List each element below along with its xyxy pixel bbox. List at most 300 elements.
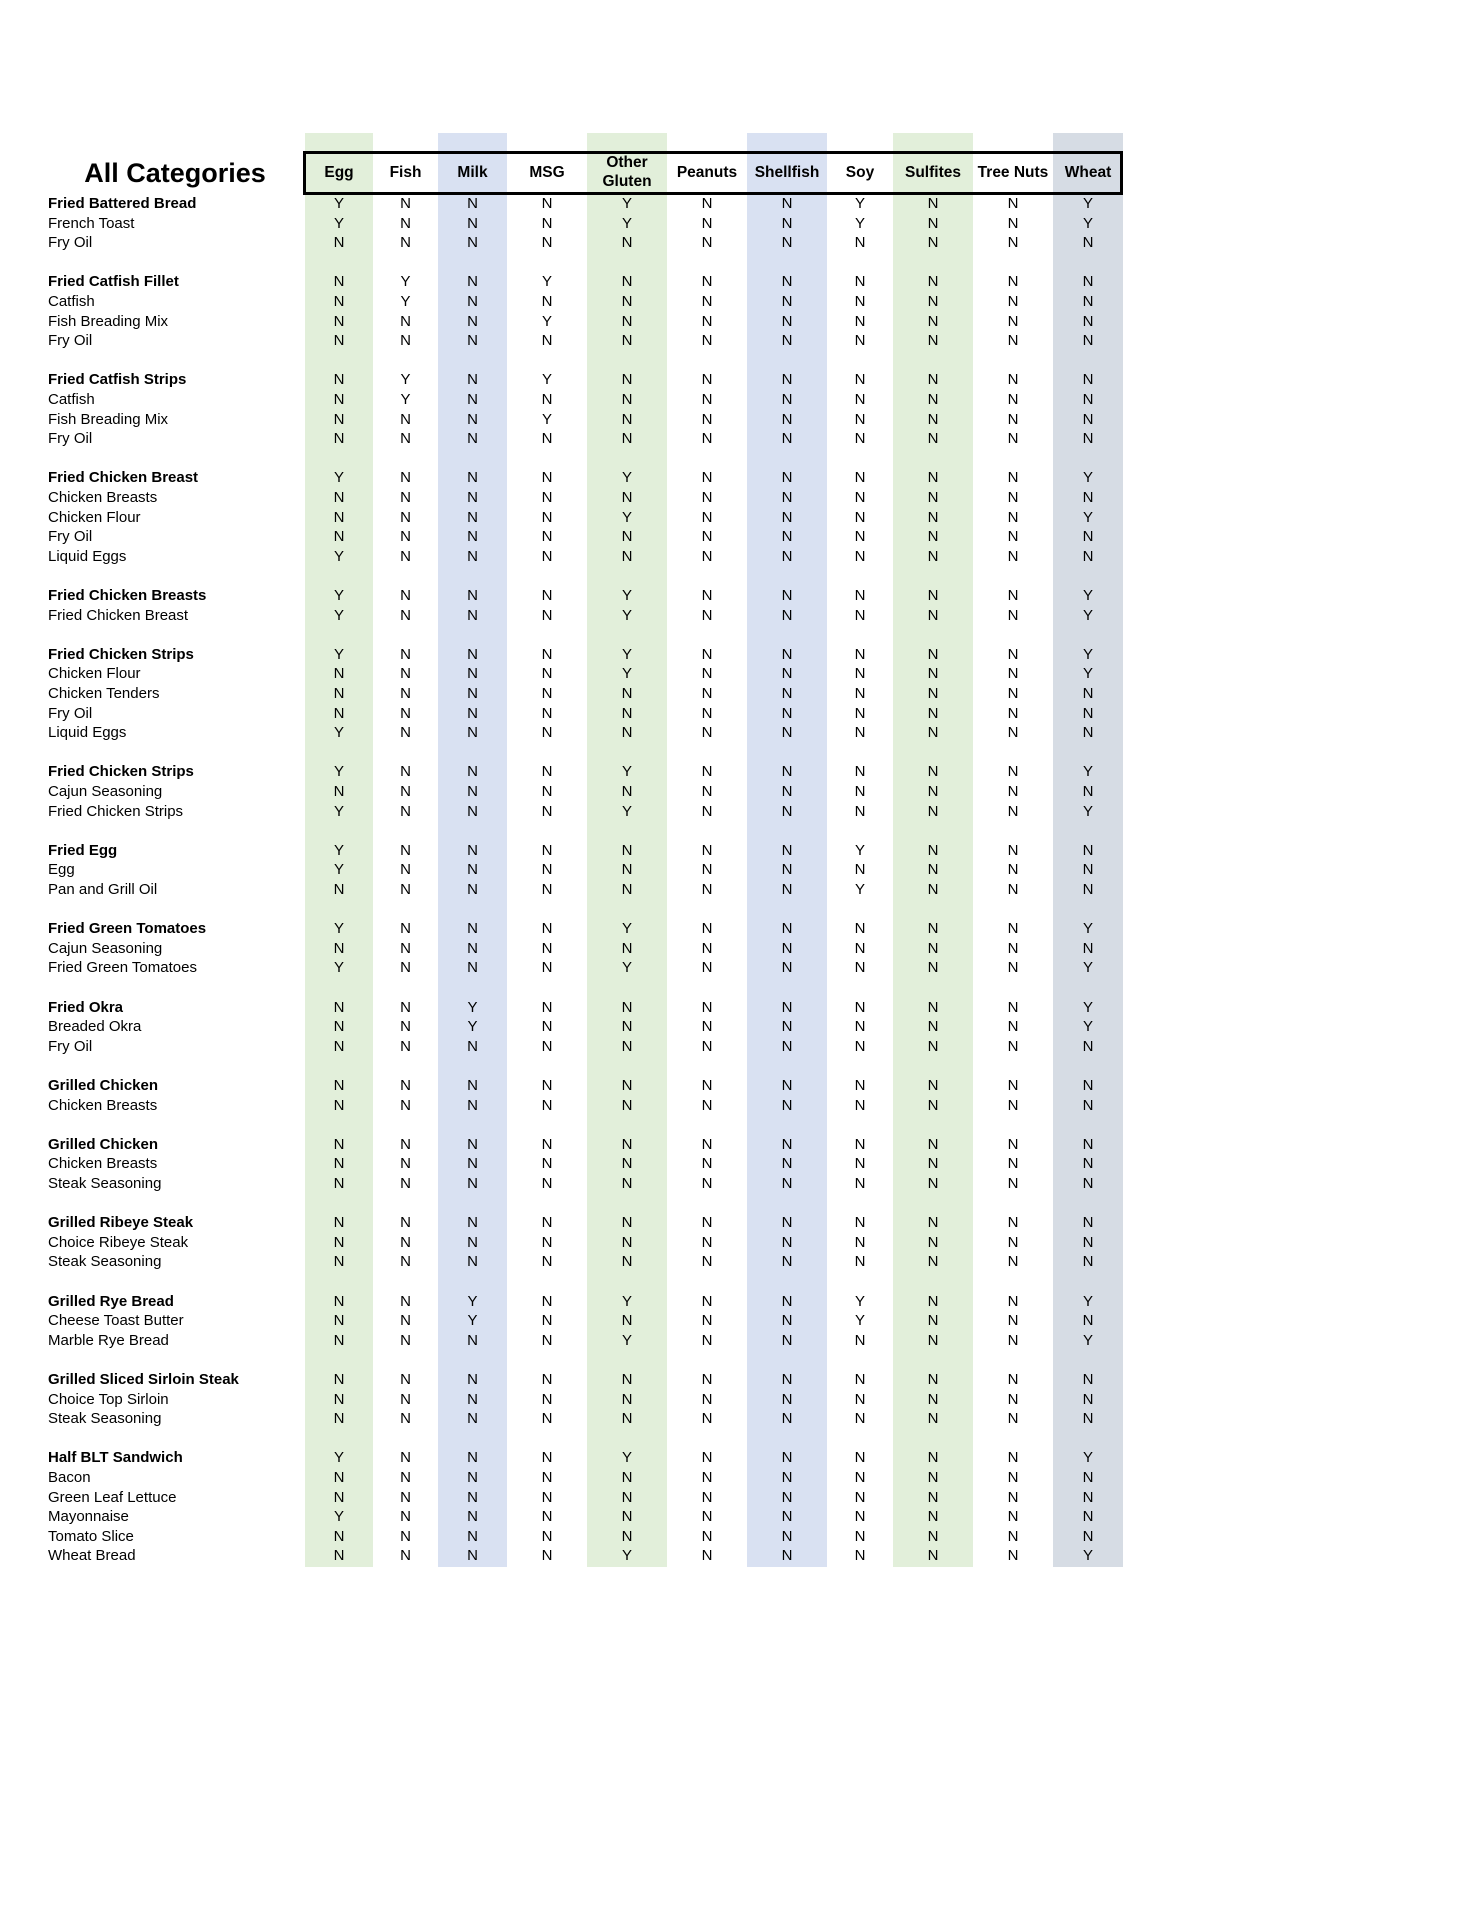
ingredient-row — [0, 1468, 1130, 1488]
cell-msg: N — [541, 606, 553, 624]
cell-fish: Y — [400, 391, 411, 408]
cell-other_gluten: N — [621, 939, 633, 957]
cell-other_gluten: Y — [621, 606, 632, 624]
cell-wheat: N — [1082, 1096, 1094, 1114]
cell-msg: N — [541, 293, 553, 310]
cell-tree_nuts: N — [1007, 273, 1019, 291]
cell-shellfish: N — [781, 293, 793, 310]
cell-milk: N — [467, 665, 478, 683]
dish-row — [0, 1213, 1130, 1233]
cell-other_gluten: N — [621, 841, 633, 859]
cell-wheat: Y — [1082, 802, 1093, 820]
cell-egg: N — [333, 371, 345, 389]
ingredient-name: Chicken Breasts — [48, 489, 158, 506]
cell-sulfites: N — [927, 665, 939, 683]
cell-fish: N — [400, 528, 411, 546]
cell-msg: N — [541, 391, 553, 408]
cell-wheat: Y — [1082, 214, 1093, 232]
cell-milk: N — [467, 1508, 478, 1526]
cell-msg: N — [541, 1037, 553, 1055]
cell-soy: N — [854, 1390, 866, 1408]
cell-sulfites: N — [927, 1469, 939, 1486]
cell-milk: N — [467, 528, 478, 546]
cell-egg: N — [333, 665, 345, 683]
cell-fish: N — [400, 587, 411, 604]
cell-wheat: N — [1082, 841, 1094, 859]
cell-soy: N — [854, 704, 866, 722]
dish-name: Fried Green Tomatoes — [48, 920, 207, 938]
cell-tree_nuts: N — [1007, 1096, 1019, 1114]
dish-name: Grilled Chicken — [48, 1135, 159, 1153]
ingredient-row — [0, 429, 1130, 449]
cell-tree_nuts: N — [1007, 920, 1019, 938]
cell-other_gluten: Y — [621, 214, 632, 232]
ingredient-row — [0, 1527, 1130, 1547]
cell-milk: N — [467, 1390, 478, 1408]
cell-fish: N — [400, 1331, 411, 1349]
cell-msg: N — [541, 489, 553, 506]
cell-msg: N — [541, 508, 553, 526]
cell-soy: N — [854, 547, 866, 565]
cell-fish: N — [400, 881, 411, 898]
cell-wheat: Y — [1082, 606, 1093, 624]
cell-fish: N — [400, 214, 411, 232]
cell-soy: N — [854, 234, 866, 252]
cell-tree_nuts: N — [1007, 1077, 1019, 1094]
cell-tree_nuts: N — [1007, 783, 1019, 800]
cell-wheat: Y — [1082, 1331, 1093, 1349]
cell-wheat: N — [1082, 1037, 1094, 1055]
cell-sulfites: N — [927, 273, 939, 291]
cell-milk: N — [467, 273, 478, 291]
cell-other_gluten: Y — [621, 1547, 632, 1565]
dish-name: Fried Okra — [48, 998, 124, 1016]
cell-egg: N — [333, 1155, 345, 1173]
ingredient-row — [0, 723, 1130, 743]
cell-sulfites: N — [927, 606, 939, 624]
cell-msg: N — [541, 1233, 553, 1251]
dish-name: Grilled Ribeye Steak — [48, 1214, 194, 1232]
cell-egg: N — [333, 234, 345, 252]
cell-other_gluten: N — [621, 332, 633, 350]
cell-tree_nuts: N — [1007, 1233, 1019, 1251]
cell-sulfites: N — [927, 959, 939, 977]
cell-milk: N — [467, 802, 478, 820]
ingredient-row — [0, 547, 1130, 567]
cell-msg: N — [541, 1331, 553, 1349]
ingredient-row — [0, 664, 1130, 684]
ingredient-row — [0, 1154, 1130, 1174]
cell-egg: N — [333, 939, 345, 957]
cell-milk: N — [467, 1077, 478, 1094]
ingredient-row — [0, 958, 1130, 978]
cell-soy: N — [854, 1547, 866, 1565]
cell-msg: N — [541, 704, 553, 722]
cell-egg: Y — [333, 606, 344, 624]
ingredient-row — [0, 684, 1130, 704]
cell-msg: N — [541, 841, 553, 859]
cell-egg: N — [333, 1331, 345, 1349]
cell-peanuts: N — [701, 528, 713, 546]
cell-soy: N — [854, 1155, 866, 1173]
cell-egg: N — [333, 1547, 345, 1565]
cell-tree_nuts: N — [1007, 841, 1019, 859]
cell-milk: N — [467, 841, 478, 859]
cell-fish: N — [400, 841, 411, 859]
ingredient-row — [0, 1017, 1130, 1037]
cell-peanuts: N — [701, 410, 713, 428]
cell-sulfites: N — [927, 1547, 939, 1565]
cell-msg: N — [541, 998, 553, 1016]
cell-wheat: Y — [1082, 920, 1093, 938]
cell-tree_nuts: N — [1007, 547, 1019, 565]
cell-sulfites: N — [927, 214, 939, 232]
cell-shellfish: N — [781, 273, 793, 291]
cell-other_gluten: N — [621, 410, 633, 428]
cell-fish: N — [400, 1077, 411, 1094]
cell-sulfites: N — [927, 508, 939, 526]
cell-egg: N — [333, 1527, 345, 1545]
cell-peanuts: N — [701, 371, 713, 389]
cell-shellfish: N — [781, 1469, 793, 1486]
dish-row — [0, 841, 1130, 861]
cell-peanuts: N — [701, 606, 713, 624]
cell-tree_nuts: N — [1007, 1469, 1019, 1486]
cell-sulfites: N — [927, 1037, 939, 1055]
cell-other_gluten: N — [621, 724, 633, 742]
cell-milk: N — [467, 214, 478, 232]
cell-soy: N — [854, 724, 866, 742]
cell-wheat: Y — [1082, 763, 1093, 781]
cell-tree_nuts: N — [1007, 1410, 1019, 1428]
column-header-other_gluten: Other Gluten — [602, 154, 652, 190]
cell-tree_nuts: N — [1007, 1508, 1019, 1526]
cell-soy: N — [854, 1253, 866, 1271]
cell-msg: N — [541, 1214, 553, 1232]
cell-shellfish: N — [781, 391, 793, 408]
cell-fish: Y — [400, 273, 411, 291]
cell-shellfish: N — [781, 959, 793, 977]
cell-msg: N — [541, 1449, 553, 1467]
cell-peanuts: N — [701, 1175, 713, 1192]
ingredient-name: Chicken Tenders — [48, 685, 160, 702]
dish-row — [0, 1448, 1130, 1468]
cell-soy: N — [854, 1214, 866, 1232]
cell-peanuts: N — [701, 195, 713, 212]
cell-milk: N — [467, 1214, 478, 1232]
cell-sulfites: N — [927, 783, 939, 800]
cell-shellfish: N — [781, 195, 793, 212]
cell-sulfites: N — [927, 332, 939, 350]
cell-sulfites: N — [927, 293, 939, 310]
cell-wheat: N — [1082, 371, 1094, 389]
cell-shellfish: N — [781, 920, 793, 938]
dish-name: Fried Chicken Strips — [48, 763, 194, 781]
cell-wheat: N — [1082, 410, 1094, 428]
cell-egg: N — [333, 704, 345, 722]
cell-other_gluten: N — [621, 371, 633, 389]
cell-peanuts: N — [701, 293, 713, 310]
cell-sulfites: N — [927, 1527, 939, 1545]
cell-egg: Y — [333, 469, 344, 487]
dish-row — [0, 468, 1130, 488]
cell-other_gluten: N — [621, 881, 633, 898]
cell-tree_nuts: N — [1007, 1449, 1019, 1467]
cell-peanuts: N — [701, 332, 713, 350]
cell-tree_nuts: N — [1007, 391, 1019, 408]
cell-peanuts: N — [701, 1214, 713, 1232]
ingredient-name: Cajun Seasoning — [48, 939, 163, 957]
cell-milk: Y — [467, 1018, 478, 1036]
dish-name: Half BLT Sandwich — [48, 1449, 183, 1467]
cell-fish: N — [400, 312, 411, 330]
cell-other_gluten: Y — [621, 587, 632, 604]
cell-sulfites: N — [927, 861, 939, 879]
ingredient-name: Choice Top Sirloin — [48, 1390, 169, 1408]
cell-shellfish: N — [781, 1410, 793, 1428]
cell-egg: N — [333, 685, 345, 702]
cell-milk: N — [467, 489, 478, 506]
cell-milk: N — [467, 724, 478, 742]
cell-fish: N — [400, 861, 411, 879]
cell-other_gluten: N — [621, 489, 633, 506]
cell-msg: N — [541, 724, 553, 742]
cell-milk: N — [467, 312, 478, 330]
cell-peanuts: N — [701, 959, 713, 977]
cell-fish: N — [400, 1096, 411, 1114]
cell-fish: N — [400, 1292, 411, 1310]
cell-shellfish: N — [781, 528, 793, 546]
cell-msg: Y — [541, 312, 552, 330]
cell-egg: N — [333, 1292, 345, 1310]
ingredient-name: Fry Oil — [48, 528, 93, 546]
cell-fish: N — [400, 469, 411, 487]
cell-fish: N — [400, 234, 411, 252]
ingredient-name: Catfish — [48, 391, 95, 408]
cell-shellfish: N — [781, 1488, 793, 1506]
cell-milk: N — [467, 939, 478, 957]
cell-peanuts: N — [701, 489, 713, 506]
cell-msg: N — [541, 469, 553, 487]
cell-other_gluten: N — [621, 273, 633, 291]
cell-other_gluten: N — [621, 528, 633, 546]
cell-peanuts: N — [701, 1547, 713, 1565]
cell-tree_nuts: N — [1007, 763, 1019, 781]
cell-milk: N — [467, 1135, 478, 1153]
ingredient-row — [0, 1252, 1130, 1272]
cell-shellfish: N — [781, 881, 793, 898]
dish-row — [0, 370, 1130, 390]
cell-peanuts: N — [701, 1410, 713, 1428]
ingredient-row — [0, 1174, 1130, 1194]
cell-milk: N — [467, 547, 478, 565]
cell-tree_nuts: N — [1007, 508, 1019, 526]
ingredient-row — [0, 233, 1130, 253]
cell-soy: N — [854, 1331, 866, 1349]
cell-sulfites: N — [927, 587, 939, 604]
dish-name: Fried Catfish Strips — [48, 371, 187, 389]
dish-row — [0, 762, 1130, 782]
cell-peanuts: N — [701, 1233, 713, 1251]
cell-peanuts: N — [701, 273, 713, 291]
cell-egg: Y — [333, 802, 344, 820]
cell-other_gluten: N — [621, 1018, 633, 1036]
cell-msg: N — [541, 547, 553, 565]
cell-milk: N — [467, 469, 478, 487]
cell-shellfish: N — [781, 606, 793, 624]
cell-wheat: Y — [1082, 587, 1093, 604]
cell-wheat: N — [1082, 1155, 1094, 1173]
cell-sulfites: N — [927, 998, 939, 1016]
cell-fish: N — [400, 724, 411, 742]
cell-sulfites: N — [927, 841, 939, 859]
cell-peanuts: N — [701, 587, 713, 604]
ingredient-name: Mayonnaise — [48, 1508, 129, 1526]
ingredient-row — [0, 1409, 1130, 1429]
cell-soy: N — [854, 410, 866, 428]
cell-fish: N — [400, 1527, 411, 1545]
cell-other_gluten: N — [621, 1469, 633, 1486]
cell-egg: N — [333, 332, 345, 350]
cell-milk: N — [467, 332, 478, 350]
cell-fish: N — [400, 1312, 411, 1330]
cell-fish: N — [400, 1390, 411, 1408]
cell-sulfites: N — [927, 430, 939, 448]
cell-egg: N — [333, 508, 345, 526]
dish-name: Fried Battered Bread — [48, 195, 197, 212]
cell-peanuts: N — [701, 1390, 713, 1408]
ingredient-row — [0, 508, 1130, 528]
cell-milk: N — [467, 1547, 478, 1565]
ingredient-row — [0, 939, 1130, 959]
cell-tree_nuts: N — [1007, 587, 1019, 604]
cell-wheat: N — [1082, 783, 1094, 800]
cell-soy: N — [854, 920, 866, 938]
cell-soy: N — [854, 1371, 866, 1388]
cell-msg: N — [541, 959, 553, 977]
cell-other_gluten: N — [621, 861, 633, 879]
cell-tree_nuts: N — [1007, 881, 1019, 898]
dish-row — [0, 586, 1130, 606]
cell-fish: N — [400, 920, 411, 938]
cell-tree_nuts: N — [1007, 1018, 1019, 1036]
cell-soy: N — [854, 1096, 866, 1114]
cell-msg: N — [541, 1312, 553, 1330]
cell-soy: Y — [854, 195, 865, 212]
cell-tree_nuts: N — [1007, 861, 1019, 879]
cell-milk: N — [467, 1527, 478, 1545]
ingredient-name: Green Leaf Lettuce — [48, 1488, 177, 1506]
dish-name: Fried Catfish Fillet — [48, 273, 179, 291]
cell-fish: N — [400, 1508, 411, 1526]
cell-peanuts: N — [701, 1449, 713, 1467]
cell-milk: Y — [467, 1292, 478, 1310]
cell-shellfish: N — [781, 1292, 793, 1310]
cell-wheat: Y — [1082, 998, 1093, 1016]
cell-other_gluten: Y — [621, 1331, 632, 1349]
cell-egg: N — [333, 1488, 345, 1506]
cell-fish: Y — [400, 293, 411, 310]
cell-egg: Y — [333, 861, 344, 879]
cell-fish: N — [400, 430, 411, 448]
dish-row — [0, 1292, 1130, 1312]
ingredient-name: Fry Oil — [48, 1037, 93, 1055]
cell-other_gluten: Y — [621, 802, 632, 820]
cell-peanuts: N — [701, 1331, 713, 1349]
cell-soy: N — [854, 293, 866, 310]
cell-fish: N — [400, 1175, 411, 1192]
cell-wheat: N — [1082, 881, 1094, 898]
cell-sulfites: N — [927, 234, 939, 252]
cell-sulfites: N — [927, 1508, 939, 1526]
cell-msg: N — [541, 1175, 553, 1192]
cell-sulfites: N — [927, 1371, 939, 1388]
cell-wheat: N — [1082, 273, 1094, 291]
cell-tree_nuts: N — [1007, 1371, 1019, 1388]
ingredient-name: Steak Seasoning — [48, 1175, 162, 1192]
cell-wheat: N — [1082, 1488, 1094, 1506]
cell-wheat: N — [1082, 332, 1094, 350]
ingredient-name: Steak Seasoning — [48, 1253, 162, 1271]
cell-shellfish: N — [781, 1233, 793, 1251]
cell-peanuts: N — [701, 234, 713, 252]
cell-fish: N — [400, 1037, 411, 1055]
cell-sulfites: N — [927, 1449, 939, 1467]
cell-egg: N — [333, 1312, 345, 1330]
cell-sulfites: N — [927, 881, 939, 898]
cell-milk: N — [467, 508, 478, 526]
cell-milk: N — [467, 1096, 478, 1114]
cell-milk: N — [467, 1371, 478, 1388]
cell-shellfish: N — [781, 939, 793, 957]
cell-other_gluten: Y — [621, 645, 632, 663]
cell-sulfites: N — [927, 685, 939, 702]
cell-soy: N — [854, 1135, 866, 1153]
ingredient-name: Tomato Slice — [48, 1527, 134, 1545]
cell-shellfish: N — [781, 214, 793, 232]
ingredient-row — [0, 1233, 1130, 1253]
cell-shellfish: N — [781, 1037, 793, 1055]
cell-fish: N — [400, 1135, 411, 1153]
cell-milk: N — [467, 371, 478, 389]
cell-peanuts: N — [701, 881, 713, 898]
cell-milk: N — [467, 1155, 478, 1173]
cell-shellfish: N — [781, 1214, 793, 1232]
cell-egg: N — [333, 430, 345, 448]
cell-peanuts: N — [701, 1037, 713, 1055]
cell-sulfites: N — [927, 371, 939, 389]
cell-egg: N — [333, 1253, 345, 1271]
cell-milk: N — [467, 391, 478, 408]
column-header-soy: Soy — [845, 163, 875, 181]
cell-other_gluten: Y — [621, 195, 632, 212]
dish-row — [0, 1370, 1130, 1390]
column-header-peanuts: Peanuts — [676, 163, 738, 181]
cell-shellfish: N — [781, 1077, 793, 1094]
cell-peanuts: N — [701, 1292, 713, 1310]
ingredient-name: French Toast — [48, 214, 135, 232]
cell-wheat: N — [1082, 724, 1094, 742]
cell-msg: N — [541, 1547, 553, 1565]
cell-fish: N — [400, 1371, 411, 1388]
cell-fish: N — [400, 1018, 411, 1036]
cell-fish: N — [400, 1253, 411, 1271]
cell-shellfish: N — [781, 371, 793, 389]
cell-peanuts: N — [701, 1469, 713, 1486]
cell-tree_nuts: N — [1007, 1488, 1019, 1506]
cell-wheat: N — [1082, 1527, 1094, 1545]
cell-msg: N — [541, 1488, 553, 1506]
